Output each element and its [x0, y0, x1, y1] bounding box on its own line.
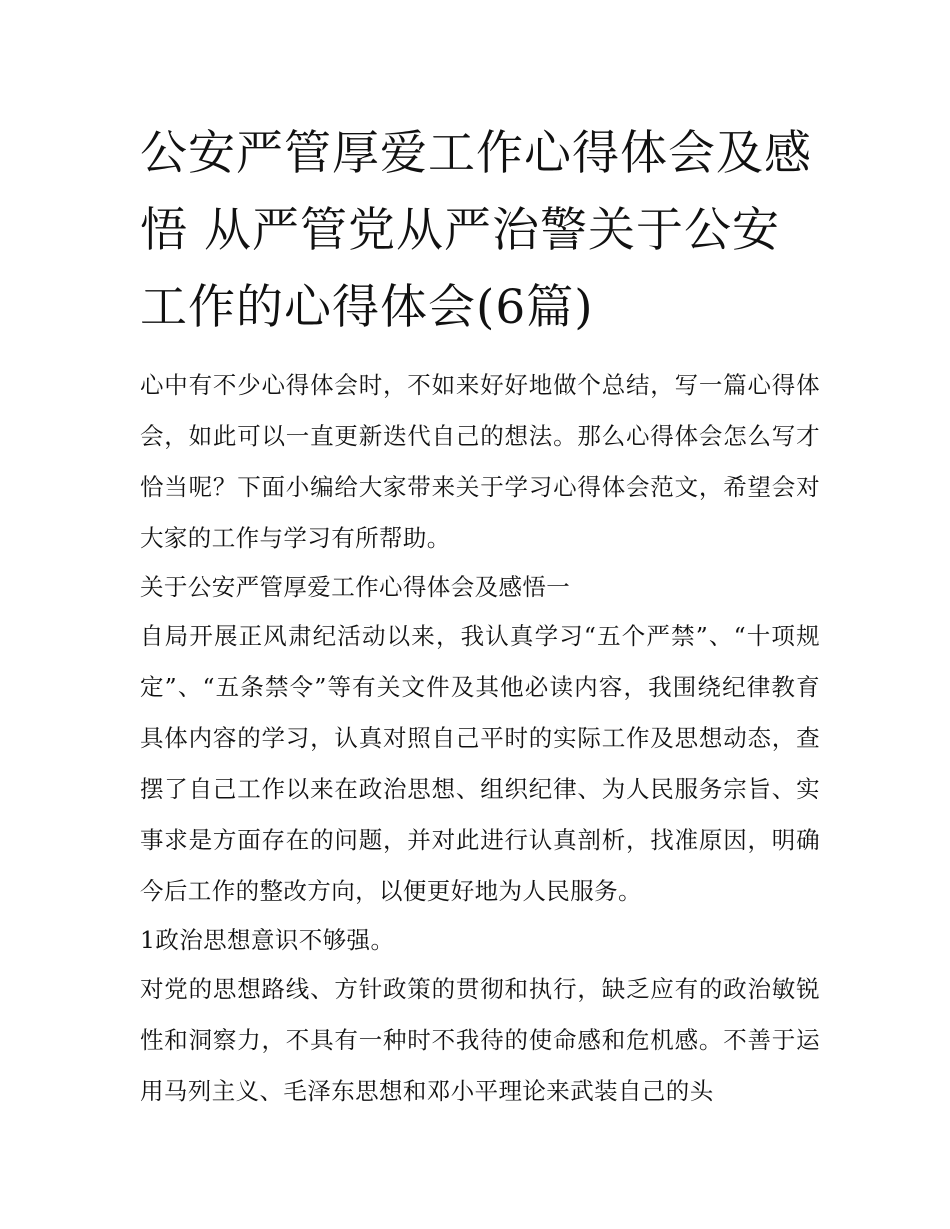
intro-paragraph: 心中有不少心得体会时，不如来好好地做个总结，写一篇心得体会，如此可以一直更新迭代自己的想法。那么心得体会怎么写才恰当呢？下面小编给大家带来关于学习心得体会范文，希望会对大家的工作与学习有所帮助。	[140, 371, 820, 552]
document-title: 公安严管厚爱工作心得体会及感悟 从严管党从严治警关于公安工作的心得体会(6篇)	[140, 126, 812, 335]
numbered-point: 1政治思想意识不够强。	[140, 926, 395, 954]
body-paragraph-continued: 对党的思想路线、方针政策的贯彻和执行，缺乏应有的政治敏锐性和洞察力，不具有一种时不我待的使命感和危机感。不善于运用马列主义、毛泽东思想和邓小平理论来武装自己的头	[140, 975, 820, 1105]
body-paragraph: 自局开展正风肃纪活动以来，我认真学习“五个严禁”、“十项规定”、“五条禁令”等有关文件及其他必读内容，我围绕纪律教育具体内容的学习，认真对照自己平时的实际工作及思想动态，查摆了自己工作以来在政治思想、组织纪律、为人民服务宗旨、实事求是方面存在的问题，并对此进行认真剖析，找准原因，明确今后工作的整改方向，以便更好地为人民服务。	[140, 622, 820, 905]
section-heading: 关于公安严管厚爱工作心得体会及感悟一	[140, 573, 571, 601]
